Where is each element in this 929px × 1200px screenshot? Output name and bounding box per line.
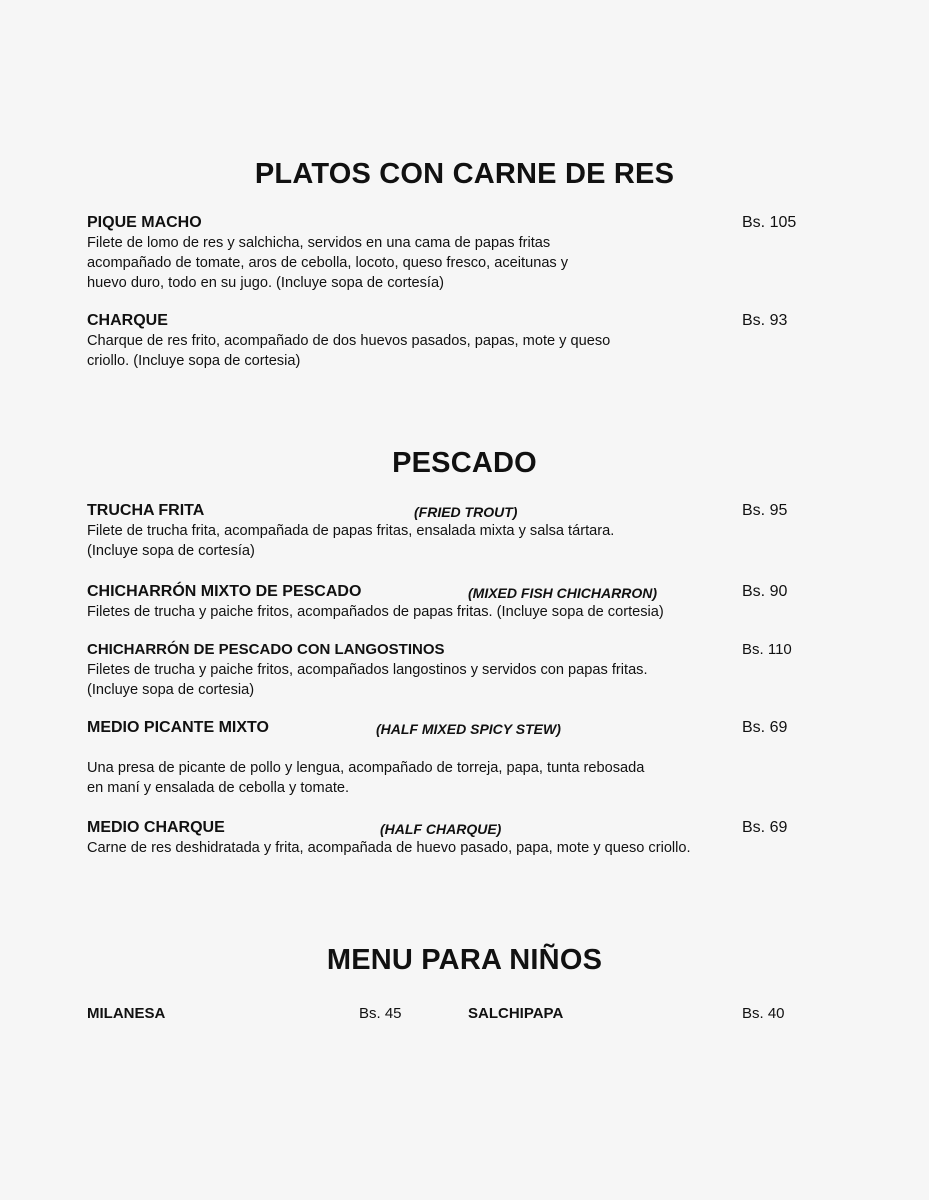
- item-english-name: (HALF MIXED SPICY STEW): [376, 721, 561, 737]
- kids-item-salchipapa-price: Bs. 40: [742, 1005, 785, 1022]
- item-name: CHICHARRÓN DE PESCADO CON LANGOSTINOS: [87, 641, 445, 658]
- menu-item-medio-charque: [87, 818, 847, 858]
- item-price: Bs. 69: [742, 819, 788, 836]
- item-price: Bs. 105: [742, 214, 797, 231]
- item-description: Filetes de trucha y paiche fritos, acompañados de papas fritas. (Incluye sopa de cortesia): [87, 604, 664, 620]
- menu-item-medio-picante-mixto: [87, 718, 847, 798]
- item-description: Filete de lomo de res y salchicha, servidos en una cama de papas fritas acompañado de tomate, aros de cebolla, locoto, queso fresco, aceitunas y huevo duro, todo en su jugo. (Incluye sopa de cortesía): [87, 235, 569, 291]
- item-price: Bs. 69: [742, 719, 788, 736]
- item-description: Una presa de picante de pollo y lengua, acompañado de torreja, papa, tunta rebosada en maní y ensalada de cebolla y tomate.: [87, 760, 645, 796]
- item-price: Bs. 93: [742, 312, 788, 329]
- item-name: PIQUE MACHO: [87, 214, 202, 231]
- section-title-carne-de-res: PLATOS CON CARNE DE RES: [254, 158, 675, 190]
- kids-item-milanesa-price: Bs. 45: [359, 1005, 402, 1022]
- item-name: MEDIO CHARQUE: [87, 819, 225, 836]
- item-description: Filetes de trucha y paiche fritos, acompañados langostinos y servidos con papas fritas. (Incluye sopa de cortesia): [87, 662, 648, 698]
- item-english-name: (HALF CHARQUE): [380, 821, 502, 837]
- menu-item-chicharron-langostinos: [87, 640, 847, 700]
- item-name: CHARQUE: [87, 312, 168, 329]
- item-description: Filete de trucha frita, acompañada de papas fritas, ensalada mixta y salsa tártara. (Incluye sopa de cortesía): [87, 523, 615, 559]
- menu-item-charque: [87, 311, 847, 371]
- item-name: TRUCHA FRITA: [87, 502, 205, 519]
- item-name: CHICHARRÓN MIXTO DE PESCADO: [87, 583, 362, 600]
- kids-item-milanesa-name: MILANESA: [87, 1005, 166, 1022]
- item-price: Bs. 95: [742, 502, 788, 519]
- item-english-name: (MIXED FISH CHICHARRON): [468, 585, 657, 601]
- menu-item-chicharron-mixto: [87, 582, 847, 622]
- section-title-menu-ninos: MENU PARA NIÑOS: [326, 944, 603, 976]
- kids-item-salchipapa-name: SALCHIPAPA: [468, 1005, 564, 1022]
- menu-item-trucha-frita: [87, 501, 847, 561]
- menu-item-pique-macho: [87, 213, 847, 293]
- item-price: Bs. 110: [742, 641, 792, 658]
- item-name: MEDIO PICANTE MIXTO: [87, 719, 269, 736]
- item-english-name: (FRIED TROUT): [414, 504, 518, 520]
- item-description: Charque de res frito, acompañado de dos huevos pasados, papas, mote y queso criollo. (Incluye sopa de cortesia): [87, 333, 611, 369]
- item-price: Bs. 90: [742, 583, 788, 600]
- item-description: Carne de res deshidratada y frita, acompañada de huevo pasado, papa, mote y queso criollo.: [87, 840, 691, 856]
- section-title-pescado: PESCADO: [392, 447, 537, 479]
